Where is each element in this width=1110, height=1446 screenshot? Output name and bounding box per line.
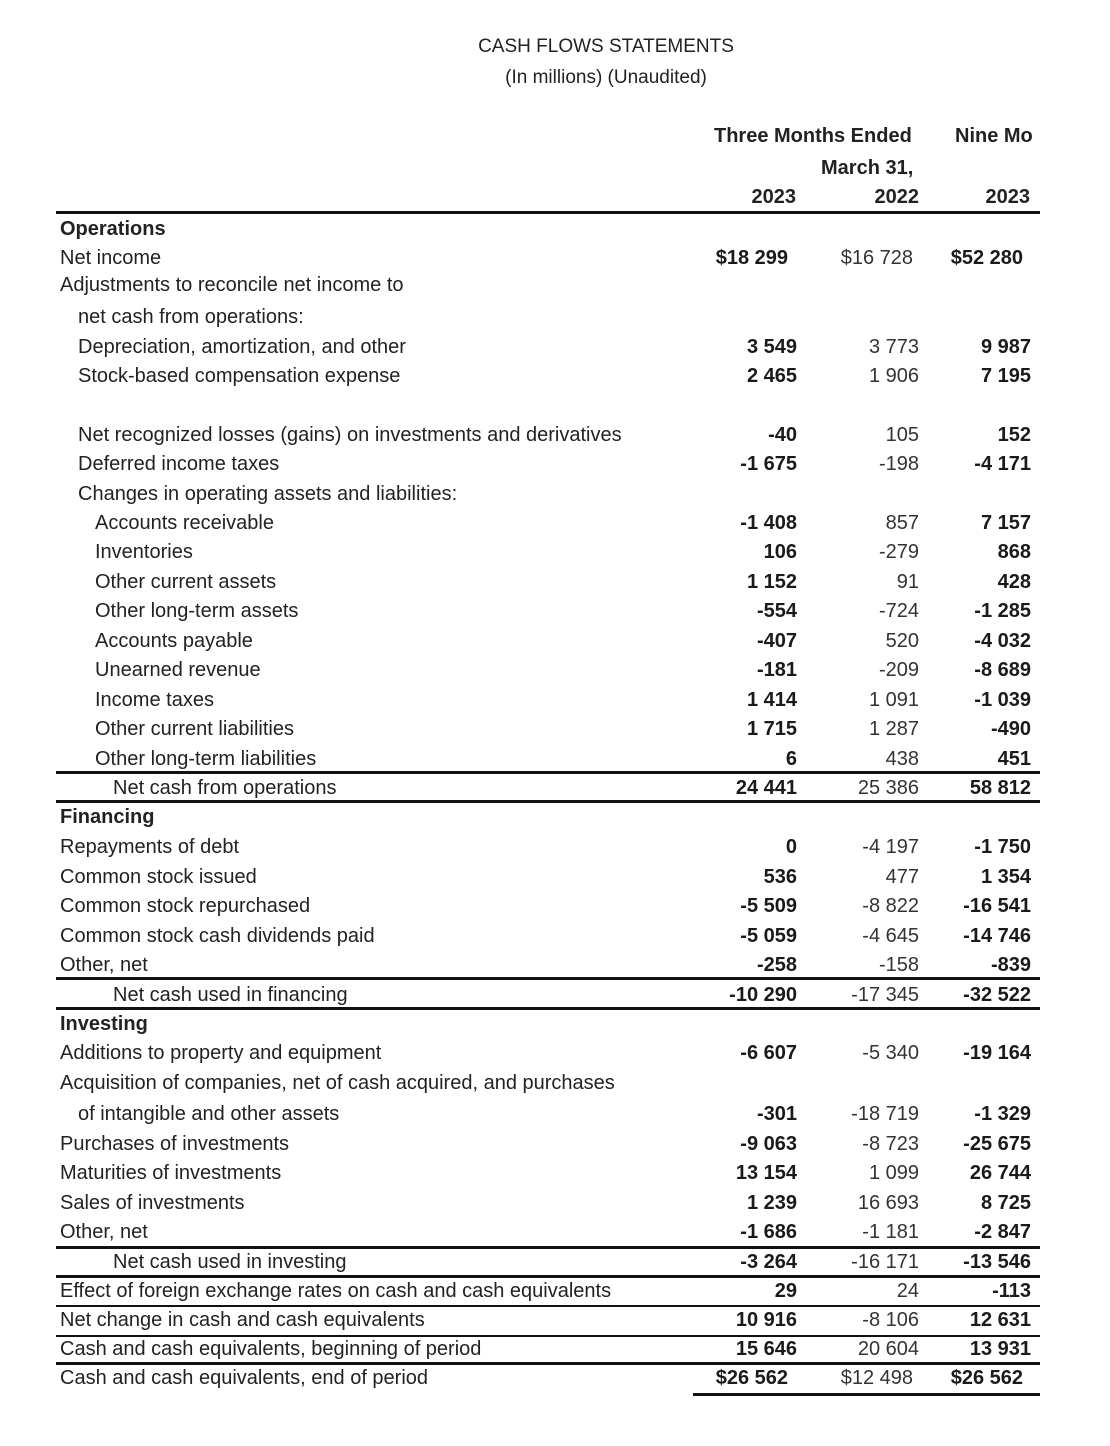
statement-title: CASH FLOWS STATEMENTS (478, 36, 734, 57)
column-year-3: 2023 (985, 186, 1030, 208)
row-value-col-1: -554 (756, 600, 797, 622)
row-value-col-3: -490 (990, 718, 1031, 740)
row-value-col-3: 7 195 (980, 365, 1031, 387)
row-value-col-3: -1 039 (974, 689, 1031, 711)
row-value-col-1: -40 (768, 424, 797, 446)
row-value-col-2: -209 (878, 659, 919, 681)
row-label: net cash from operations: (78, 306, 304, 328)
row-label: Purchases of investments (60, 1133, 289, 1155)
rule-operations-end (56, 800, 1040, 803)
table-row (0, 773, 1110, 803)
row-label: Income taxes (95, 689, 214, 711)
row-value-col-1: -181 (756, 659, 797, 681)
row-value-col-1: -1 686 (740, 1221, 797, 1243)
table-row (0, 802, 1110, 832)
row-label: Effect of foreign exchange rates on cash and cash equivalents (60, 1280, 612, 1302)
table-row (0, 508, 1110, 538)
table-row (0, 537, 1110, 567)
row-value-col-3: -4 032 (974, 630, 1031, 652)
row-label: Operations (60, 218, 166, 240)
table-row (0, 1068, 1110, 1098)
row-label: Changes in operating assets and liabilities: (78, 483, 458, 505)
row-value-col-2: 1 091 (868, 689, 919, 711)
row-value-col-3: $26 562 (950, 1367, 1023, 1389)
row-value-col-3: 26 744 (969, 1162, 1031, 1184)
column-header-march: March 31, (821, 157, 914, 179)
row-value-col-1: -5 509 (740, 895, 797, 917)
row-value-col-2: -8 822 (862, 895, 919, 917)
table-row (0, 980, 1110, 1010)
row-label: Stock-based compensation expense (78, 365, 401, 387)
row-value-col-2: 105 (885, 424, 919, 446)
row-value-col-1: -301 (756, 1103, 797, 1125)
row-value-col-2: 25 386 (857, 777, 919, 799)
table-row (0, 420, 1110, 450)
row-value-col-2: -279 (878, 541, 919, 563)
row-label: Other current liabilities (95, 718, 294, 740)
row-value-col-1: 1 414 (746, 689, 797, 711)
rule-fx-end (56, 1305, 1040, 1307)
row-value-col-3: -1 285 (974, 600, 1031, 622)
row-label: Financing (60, 806, 155, 828)
table-row (0, 214, 1110, 244)
row-value-col-3: 428 (997, 571, 1031, 593)
column-year-1: 2023 (751, 186, 796, 208)
table-row (0, 950, 1110, 980)
row-value-col-1: 1 239 (746, 1192, 797, 1214)
row-value-col-2: 3 773 (868, 336, 919, 358)
row-value-col-1: $18 299 (715, 247, 788, 269)
table-row (0, 626, 1110, 656)
row-label: of intangible and other assets (78, 1103, 340, 1125)
row-value-col-1: -6 607 (740, 1042, 797, 1064)
row-label: Accounts receivable (95, 512, 274, 534)
row-value-col-2: 857 (885, 512, 919, 534)
rule-net-cash-financing (56, 977, 1040, 980)
row-value-col-1: 3 549 (746, 336, 797, 358)
row-label: Cash and cash equivalents, end of period (60, 1367, 429, 1389)
row-value-col-2: -16 171 (851, 1251, 919, 1273)
row-value-col-1: 106 (763, 541, 797, 563)
row-value-col-3: $52 280 (950, 247, 1023, 269)
row-value-col-3: 58 812 (969, 777, 1031, 799)
table-row (0, 714, 1110, 744)
row-label: Additions to property and equipment (60, 1042, 382, 1064)
row-value-col-1: -5 059 (740, 925, 797, 947)
row-value-col-3: -4 171 (974, 453, 1031, 475)
row-label: Acquisition of companies, net of cash acquired, and purchases (60, 1072, 615, 1094)
row-value-col-1: 1 715 (746, 718, 797, 740)
row-value-col-1: 6 (785, 748, 797, 770)
rule-financing-end (56, 1007, 1040, 1010)
row-label: Net change in cash and cash equivalents (60, 1309, 425, 1331)
table-row (0, 243, 1110, 273)
row-label: Investing (60, 1013, 148, 1035)
row-value-col-1: 0 (785, 836, 797, 858)
table-row (0, 332, 1110, 362)
table-row (0, 685, 1110, 715)
row-label: Maturities of investments (60, 1162, 282, 1184)
row-value-col-3: 8 725 (980, 1192, 1031, 1214)
row-value-col-3: 152 (997, 424, 1031, 446)
table-row (0, 921, 1110, 951)
row-value-col-2: 16 693 (857, 1192, 919, 1214)
row-value-col-3: -1 750 (974, 836, 1031, 858)
row-value-col-3: -19 164 (963, 1042, 1031, 1064)
row-value-col-3: -839 (990, 954, 1031, 976)
row-value-col-2: -8 106 (862, 1309, 919, 1331)
table-row (0, 1276, 1110, 1306)
column-header-three-months: Three Months Ended (714, 125, 912, 147)
rule-beginning-end (56, 1362, 1040, 1365)
row-value-col-1: 29 (774, 1280, 797, 1302)
row-value-col-3: 868 (997, 541, 1031, 563)
row-value-col-2: -1 181 (862, 1221, 919, 1243)
rule-final-total (693, 1393, 1040, 1396)
row-value-col-3: 9 987 (980, 336, 1031, 358)
table-row (0, 1038, 1110, 1068)
row-label: Deferred income taxes (78, 453, 280, 475)
row-value-col-1: -258 (756, 954, 797, 976)
row-value-col-1: -407 (756, 630, 797, 652)
table-row (0, 1363, 1110, 1393)
row-label: Common stock cash dividends paid (60, 925, 375, 947)
row-value-col-2: -8 723 (862, 1133, 919, 1155)
row-label: Repayments of debt (60, 836, 239, 858)
row-value-col-1: -1 675 (740, 453, 797, 475)
rule-net-cash-operations (56, 771, 1040, 774)
table-row (0, 449, 1110, 479)
row-value-col-1: 24 441 (735, 777, 797, 799)
row-label: Other long-term liabilities (95, 748, 317, 770)
row-label: Inventories (95, 541, 193, 563)
row-value-col-2: 20 604 (857, 1338, 919, 1360)
row-value-col-3: -1 329 (974, 1103, 1031, 1125)
statement-subtitle: (In millions) (Unaudited) (505, 67, 707, 88)
row-value-col-3: 451 (997, 748, 1031, 770)
column-year-2: 2022 (874, 186, 919, 208)
row-value-col-3: -113 (992, 1280, 1031, 1302)
table-row (0, 1129, 1110, 1159)
row-value-col-3: 13 931 (969, 1338, 1031, 1360)
row-label: Depreciation, amortization, and other (78, 336, 406, 358)
row-label: Common stock repurchased (60, 895, 311, 917)
row-label: Sales of investments (60, 1192, 245, 1214)
row-value-col-1: -1 408 (740, 512, 797, 534)
row-label: Accounts payable (95, 630, 253, 652)
table-row (0, 744, 1110, 774)
row-value-col-2: $12 498 (840, 1367, 913, 1389)
row-value-col-3: 7 157 (980, 512, 1031, 534)
row-label: Other, net (60, 954, 148, 976)
row-label: Net cash used in financing (113, 984, 348, 1006)
row-value-col-3: -13 546 (963, 1251, 1031, 1273)
row-value-col-2: -4 645 (862, 925, 919, 947)
column-header-nine-months: Nine Mo (955, 125, 1033, 147)
row-value-col-2: -17 345 (851, 984, 919, 1006)
table-row (0, 302, 1110, 332)
row-value-col-2: $16 728 (840, 247, 913, 269)
row-value-col-3: -25 675 (963, 1133, 1031, 1155)
row-value-col-2: -5 340 (862, 1042, 919, 1064)
table-row (0, 361, 1110, 391)
table-row (0, 596, 1110, 626)
row-label: Other current assets (95, 571, 277, 593)
row-value-col-2: -198 (878, 453, 919, 475)
rule-net-change-end (56, 1335, 1040, 1337)
row-value-col-2: 1 287 (868, 718, 919, 740)
row-label: Net cash from operations (113, 777, 337, 799)
row-value-col-3: -2 847 (974, 1221, 1031, 1243)
table-row (0, 270, 1110, 300)
row-value-col-1: 15 646 (735, 1338, 797, 1360)
table-row (0, 891, 1110, 921)
rule-net-cash-investing (56, 1246, 1040, 1249)
row-label: Common stock issued (60, 866, 257, 888)
row-value-col-2: -158 (878, 954, 919, 976)
row-value-col-1: -10 290 (729, 984, 797, 1006)
table-row (0, 862, 1110, 892)
row-value-col-3: -14 746 (963, 925, 1031, 947)
table-row (0, 832, 1110, 862)
rule-investing-end (56, 1275, 1040, 1278)
row-label: Net income (60, 247, 162, 269)
row-label: Other, net (60, 1221, 148, 1243)
table-row (0, 479, 1110, 509)
row-label: Net recognized losses (gains) on investments and derivatives (78, 424, 622, 446)
row-label: Net cash used in investing (113, 1251, 347, 1273)
row-label: Other long-term assets (95, 600, 299, 622)
table-row (0, 655, 1110, 685)
row-value-col-2: 91 (896, 571, 919, 593)
row-value-col-2: 520 (885, 630, 919, 652)
row-value-col-2: 1 099 (868, 1162, 919, 1184)
row-value-col-1: -3 264 (740, 1251, 797, 1273)
row-value-col-2: 1 906 (868, 365, 919, 387)
row-value-col-2: -4 197 (862, 836, 919, 858)
row-value-col-1: -9 063 (740, 1133, 797, 1155)
table-row (0, 1099, 1110, 1129)
table-row (0, 567, 1110, 597)
row-value-col-3: -16 541 (963, 895, 1031, 917)
table-row (0, 1305, 1110, 1335)
row-value-col-1: 536 (763, 866, 797, 888)
row-label: Unearned revenue (95, 659, 261, 681)
row-value-col-2: -18 719 (851, 1103, 919, 1125)
row-value-col-1: 13 154 (735, 1162, 797, 1184)
row-value-col-2: 24 (896, 1280, 919, 1302)
row-value-col-3: -8 689 (974, 659, 1031, 681)
row-value-col-1: $26 562 (715, 1367, 788, 1389)
row-value-col-2: -724 (878, 600, 919, 622)
row-value-col-3: -32 522 (963, 984, 1031, 1006)
table-row (0, 1009, 1110, 1039)
row-value-col-1: 10 916 (735, 1309, 797, 1331)
row-value-col-3: 12 631 (969, 1309, 1031, 1331)
row-value-col-2: 477 (885, 866, 919, 888)
row-value-col-1: 1 152 (746, 571, 797, 593)
table-row (0, 1247, 1110, 1277)
row-value-col-2: 438 (885, 748, 919, 770)
table-row (0, 1334, 1110, 1364)
row-label: Cash and cash equivalents, beginning of period (60, 1338, 482, 1360)
row-label: Adjustments to reconcile net income to (60, 274, 404, 296)
row-value-col-3: 1 354 (980, 866, 1031, 888)
table-row (0, 1217, 1110, 1247)
row-value-col-1: 2 465 (746, 365, 797, 387)
table-row (0, 1158, 1110, 1188)
table-row (0, 1188, 1110, 1218)
